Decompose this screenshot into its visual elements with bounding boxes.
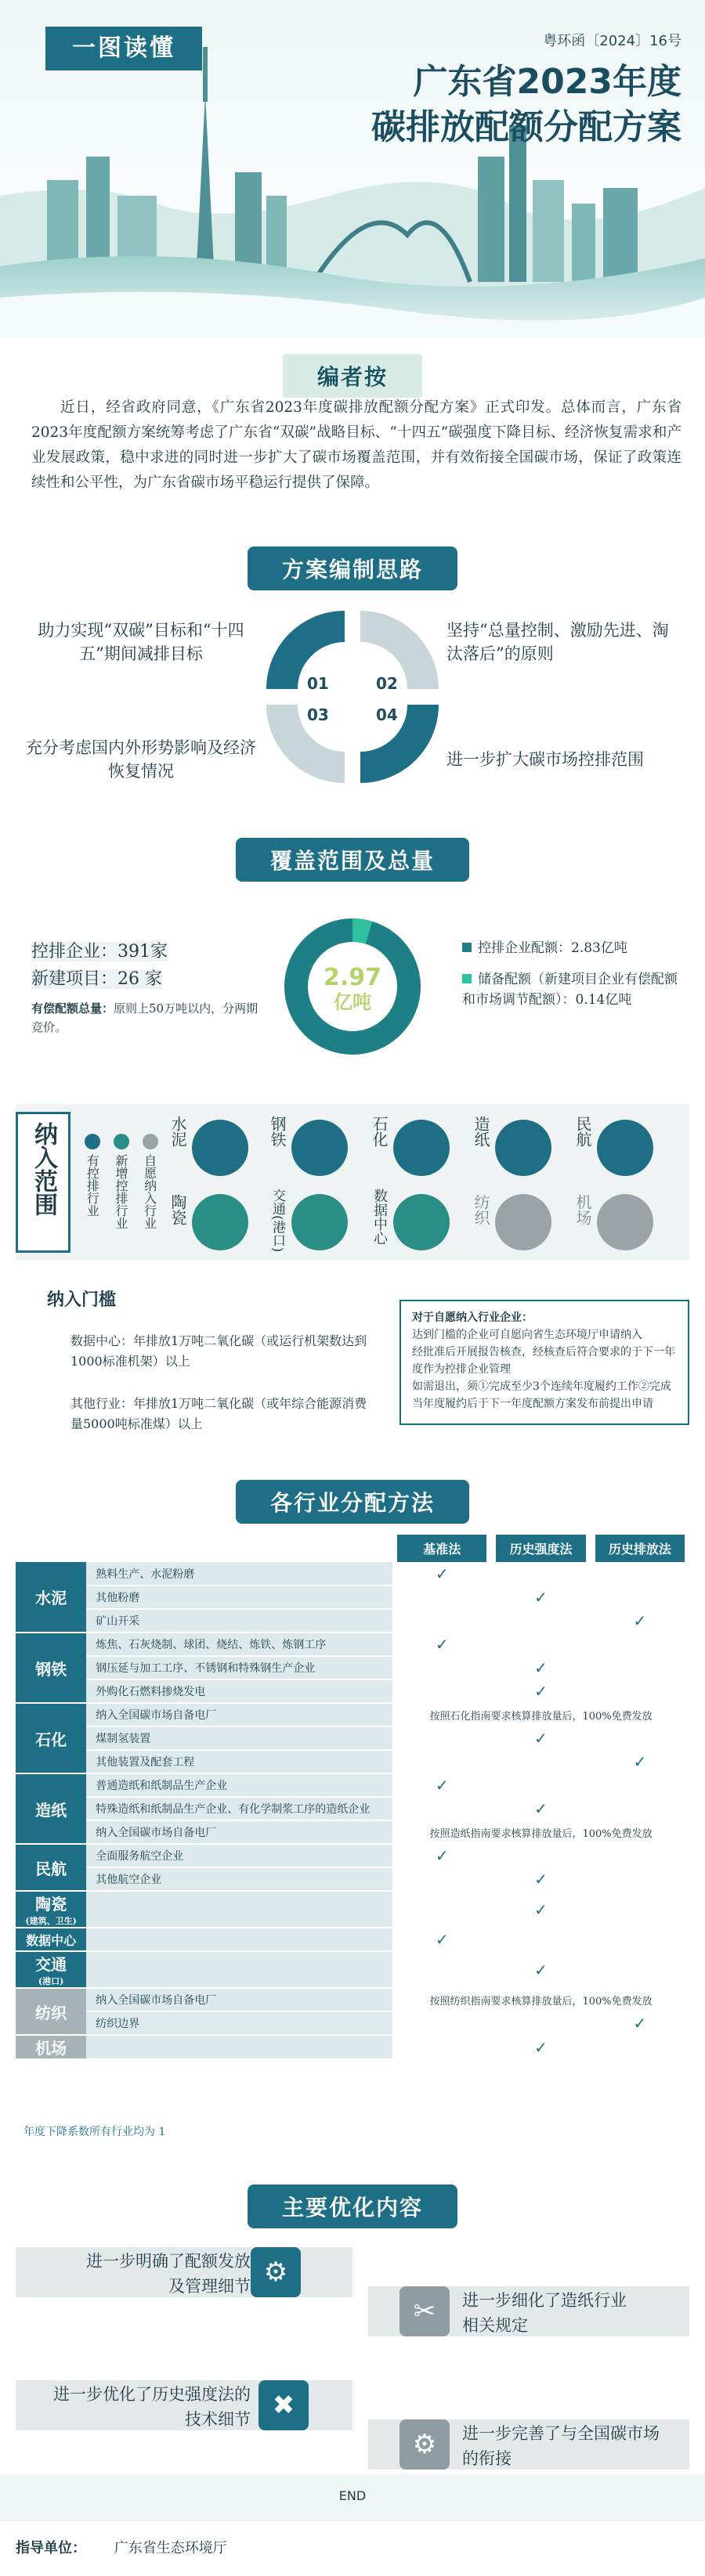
empty-cell [392,2011,491,2035]
ceramics-icon [192,1194,248,1250]
header [0,0,705,337]
scope-legend-new [114,1134,129,1248]
table-row [16,1867,689,1891]
item-cell: 纳入全国碳市场自备电厂 [86,1703,392,1726]
checkmark-icon: ✓ [591,2011,689,2035]
approach-heading: 方案编制思路 [248,547,457,590]
table-row [16,1633,689,1656]
scope-legend-dot-voluntary [143,1134,158,1149]
industry-name: 造纸 [35,1800,67,1820]
checkmark-icon: ✓ [491,1867,590,1891]
industry-cell [16,1703,86,1773]
optimization-heading-wrap [0,2185,705,2228]
industry-name: 石化 [35,1730,67,1749]
methods-table-body [16,1562,689,2059]
table-row [16,1679,689,1703]
paid-text: 原则上50万吨以内，分两期竞价。 [31,1001,258,1034]
page-title [371,60,682,150]
coverage-heading-wrap [0,838,705,882]
total-unit: 亿吨 [334,991,371,1013]
scope-legend-existing [85,1134,100,1248]
scope-label-cement: 水泥 [168,1116,187,1147]
empty-cell [591,1928,689,1951]
approach-item-2-text: 坚持“总量控制、激励先进、淘汰落后”的原则 [446,621,669,663]
industry-name: 机场 [35,2039,67,2058]
empty-cell [491,1633,590,1656]
header-blank-ind [16,1535,86,1562]
checkmark-icon: ✓ [491,1656,590,1679]
checkmark-icon: ✓ [392,1844,491,1867]
item-cell: 其他航空企业 [86,1867,392,1891]
empty-cell [392,1656,491,1679]
approach-item-1-text: 助力实现“双碳”目标和“十四五”期间减排目标 [38,621,244,663]
checkmark-icon: ✓ [491,2035,590,2059]
approach-quadrant-diagram [258,603,446,791]
empty-cell [392,1867,491,1891]
paper-icon [495,1120,551,1176]
industry-name: 数据中心 [26,1932,77,1948]
empty-cell [591,1562,689,1586]
table-row [16,1586,689,1609]
checkmark-icon: ✓ [591,1609,689,1633]
control-label: 控排企业： [31,942,118,961]
table-row [16,1951,689,1988]
item-cell [86,2035,392,2059]
item-cell: 煤制氢装置 [86,1726,392,1750]
footer-label: 指导单位： [16,2540,86,2556]
airport-tower-icon [597,1194,653,1250]
method-note: 按照石化指南要求核算排放量后，100%免费发放 [392,1703,689,1726]
item-cell: 钢压延与加工工序、不锈钢和特殊钢生产企业 [86,1656,392,1679]
item-cell: 纳入全国碳市场自备电厂 [86,1820,392,1844]
voluntary-box [400,1300,689,1425]
quadrant-01 [266,611,345,689]
optimization-heading: 主要优化内容 [248,2185,457,2228]
empty-cell [591,2035,689,2059]
empty-cell [392,1726,491,1750]
col-benchmark-label: 基准法 [397,1535,486,1562]
voluntary-point-1: 达到门槛的企业可自愿向省生态环境厅申请纳入 [412,1329,642,1341]
scope-label-aviation: 民航 [573,1116,592,1147]
checkmark-icon: ✓ [491,1797,590,1820]
datacenter-icon [393,1194,450,1250]
legend-swatch-reserve [462,974,472,983]
empty-cell [392,1797,491,1820]
col-hist-intensity [491,1535,590,1562]
settings-icon: ⚙ [400,2419,450,2470]
approach-no-03: 03 [307,705,329,724]
approach-item-4-text: 进一步扩大碳市场控排范围 [446,750,644,769]
item-cell: 纺织边界 [86,2011,392,2035]
quadrant-04 [360,705,439,783]
checkmark-icon: ✓ [392,1773,491,1797]
cement-icon [192,1120,248,1176]
checkmark-icon: ✓ [392,1633,491,1656]
col-hist-emission-label: 历史排放法 [595,1535,685,1562]
empty-cell [491,1773,590,1797]
new-value: 26 家 [118,969,163,989]
empty-cell [591,1867,689,1891]
industry-cell [16,1773,86,1844]
threshold-rule-1: 数据中心：年排放1万吨二氧化碳（或运行机架数达到1000标准机架）以上 [70,1333,367,1369]
industry-name: 水泥 [35,1589,67,1607]
approach-no-04: 04 [376,705,398,724]
scope-legend-dot-new [114,1134,129,1149]
empty-cell [491,1844,590,1867]
industry-name: 交通 [35,1955,67,1974]
industry-sub: (港口) [38,1976,64,1986]
methods-heading: 各行业分配方法 [236,1480,469,1524]
empty-cell [392,1679,491,1703]
control-enterprises [31,938,168,962]
table-row [16,1609,689,1633]
legend-swatch-control [462,943,472,952]
empty-cell [591,1951,689,1988]
table-row [16,1988,689,2011]
table-row [16,1773,689,1797]
table-row [16,1656,689,1679]
item-cell: 矿山开采 [86,1609,392,1633]
scope-legend-dot-existing [85,1134,100,1149]
item-cell: 其他粉磨 [86,1586,392,1609]
col-hist-intensity-label: 历史强度法 [496,1535,585,1562]
empty-cell [491,2011,590,2035]
scope-legend-new-text: 新增控排行业 [113,1154,128,1229]
petrochem-icon [393,1120,450,1176]
intro-text: 近日，经省政府同意，《广东省2023年度碳排放配额分配方案》正式印发。总体而言，广东省2023年度配额方案统筹考虑了广东省“双碳”战略目标、“十四五”碳强度下降目标、经济恢复需求和产业发展政策，稳中求进的同时进一步扩大了碳市场覆盖范围，并有效衔接全国碳市场，保证了政策连续性和公平性，为广东省碳市场平稳运行提供了保障。 [31,399,682,491]
paid-label: 有偿配额总量： [31,1001,114,1016]
method-note: 按照纺织指南要求核算排放量后，100%免费发放 [392,1988,689,2011]
empty-cell [491,1750,590,1773]
industry-cell [16,1891,86,1928]
opt-item-2: 进一步细化了造纸行业相关规定 [462,2291,627,2335]
empty-cell [591,1726,689,1750]
industry-cell [16,1633,86,1703]
item-cell: 其他装置及配套工程 [86,1750,392,1773]
header-blank-item [86,1535,392,1562]
item-cell: 普通造纸和纸制品生产企业 [86,1773,392,1797]
methods-footnote: 年度下降系数所有行业均为 1 [24,2126,166,2138]
industry-sub: (建筑、卫生) [25,1916,77,1926]
method-note: 按照造纸指南要求核算排放量后，100%免费发放 [392,1820,689,1844]
end-mark: END [338,2488,367,2503]
airplane-icon [597,1120,653,1176]
industry-cell [16,1928,86,1951]
voluntary-point-3: 如需退出，须①完成至少3个连续年度履约工作②完成当年度履约后于下一年度配额方案发布前提出申请 [412,1380,671,1410]
intro-heading: 编者按 [283,354,422,398]
scope-legend-voluntary-text: 自愿纳入行业 [142,1154,157,1229]
empty-cell [591,1679,689,1703]
footer-guide [16,2537,227,2557]
coverage-heading: 覆盖范围及总量 [236,838,469,882]
scope-label-ceramics: 陶瓷 [168,1194,187,1225]
industry-cell [16,2035,86,2059]
col-benchmark [392,1535,491,1562]
quadrant-02 [360,611,439,689]
legend-reserve [462,969,689,1010]
total-value: 2.97 [323,964,382,991]
scope-label-textile: 纺织 [472,1194,490,1225]
checkmark-icon: ✓ [491,1726,590,1750]
opt-item-4: 进一步完善了与全国碳市场的衔接 [462,2424,660,2468]
empty-cell [491,1562,590,1586]
empty-cell [392,1609,491,1633]
empty-cell [392,1586,491,1609]
empty-cell [392,1891,491,1928]
steel-icon [291,1120,348,1176]
table-row [16,1844,689,1867]
methods-table [16,1535,689,2060]
industry-name: 纺织 [35,2003,67,2022]
scope-label-datacenter: 数据中心 [371,1189,388,1245]
table-row [16,1562,689,1586]
threshold-rule-2: 其他行业：年排放1万吨二氧化碳（或年综合能源消费量5000吨标准煤）以上 [70,1396,367,1431]
title-line-1: 广东省2023年度 [413,62,682,102]
checkmark-icon: ✓ [491,1951,590,1988]
checkmark-icon: ✓ [392,1928,491,1951]
table-row [16,1928,689,1951]
footer-org: 广东省生态环境厅 [114,2540,227,2556]
intro-heading-wrap [0,354,705,398]
checkmark-icon: ✓ [491,1586,590,1609]
port-icon [291,1194,348,1250]
approach-no-01: 01 [307,674,329,693]
industry-cell [16,1988,86,2035]
document-number: 粤环函〔2024〕16号 [543,33,682,49]
new-projects [31,965,162,990]
legend-control-text: 控排企业配额：2.83亿吨 [478,940,627,956]
wrench-icon: ✖ [258,2380,309,2430]
industry-name: 钢铁 [35,1659,67,1679]
approach-no-02: 02 [376,674,398,693]
table-row [16,2035,689,2059]
textile-icon [495,1194,551,1250]
table-row [16,1797,689,1820]
table-row [16,1750,689,1773]
brand-label: 一图读懂 [45,27,202,70]
voluntary-point-2: 经批准后开展报告核查，经核查后符合要求的于下一年度作为控排企业管理 [412,1346,675,1376]
item-cell: 炼焦、石灰烧制、球团、烧结、炼铁、炼钢工序 [86,1633,392,1656]
item-cell: 全面服务航空企业 [86,1844,392,1867]
methods-heading-wrap [0,1480,705,1524]
scope-legend-voluntary [143,1134,158,1248]
scope-legend-existing-text: 有控排行业 [85,1154,100,1217]
scope-legend [78,1134,164,1248]
scope-label-paper: 造纸 [472,1116,490,1147]
approach-heading-wrap [0,547,705,590]
item-cell [86,1891,392,1928]
scope-title: 纳入范围 [30,1122,57,1216]
industry-cell [16,1951,86,1988]
legend-control [462,938,689,958]
industry-name: 陶瓷 [35,1895,67,1914]
scope-title-box [16,1112,70,1253]
new-label: 新建项目： [31,969,118,989]
checkmark-icon: ✓ [491,1891,590,1928]
paid-quota [31,999,266,1037]
table-row [16,1891,689,1928]
voluntary-title: 对于自愿纳入行业企业： [412,1311,533,1324]
coverage-donut [282,916,423,1057]
industry-name: 民航 [35,1859,67,1878]
checkmark-icon: ✓ [392,1562,491,1586]
scope-label-petrochem: 石化 [370,1116,389,1147]
empty-cell [591,1586,689,1609]
table-row [16,1726,689,1750]
scope-label-airport: 机场 [573,1194,592,1225]
industry-cell [16,1844,86,1891]
empty-cell [491,1928,590,1951]
empty-cell [591,1891,689,1928]
item-cell [86,1928,392,1951]
checkmark-icon: ✓ [591,1750,689,1773]
opt-item-1: 进一步明确了配额发放及管理细节 [86,2252,251,2296]
empty-cell [591,1773,689,1797]
item-cell: 外购化石燃料掺烧发电 [86,1679,392,1703]
table-row [16,2011,689,2035]
control-value: 391家 [118,942,168,961]
threshold-heading: 纳入门槛 [47,1290,117,1310]
empty-cell [392,1951,491,1988]
checkmark-icon: ✓ [491,1679,590,1703]
empty-cell [591,1797,689,1820]
item-cell: 熟料生产、水泥粉磨 [86,1562,392,1586]
empty-cell [491,1609,590,1633]
scope-label-steel: 钢铁 [268,1116,287,1147]
scope-label-transport: 交通(港口) [269,1189,285,1253]
opt-item-3: 进一步优化了历史强度法的技术细节 [53,2385,251,2429]
empty-cell [591,1656,689,1679]
quadrant-03 [266,705,345,783]
gear-icon: ⚙ [251,2247,301,2297]
legend-reserve-text: 储备配额（新建项目企业有偿配额和市场调节配额）：0.14亿吨 [462,972,678,1008]
empty-cell [591,1633,689,1656]
table-row [16,1703,689,1726]
tools-icon: ✂ [400,2286,450,2336]
empty-cell [591,1844,689,1867]
item-cell [86,1951,392,1988]
item-cell: 特殊造纸和纸制品生产企业、有化学制浆工序的造纸企业 [86,1797,392,1820]
approach-item-3-text: 充分考虑国内外形势影响及经济恢复情况 [26,738,256,781]
table-row [16,1820,689,1844]
industry-cell [16,1562,86,1633]
empty-cell [392,1750,491,1773]
item-cell: 纳入全国碳市场自备电厂 [86,1988,392,2011]
empty-cell [392,2035,491,2059]
title-line-2: 碳排放配额分配方案 [371,107,682,147]
col-hist-emission [591,1535,689,1562]
